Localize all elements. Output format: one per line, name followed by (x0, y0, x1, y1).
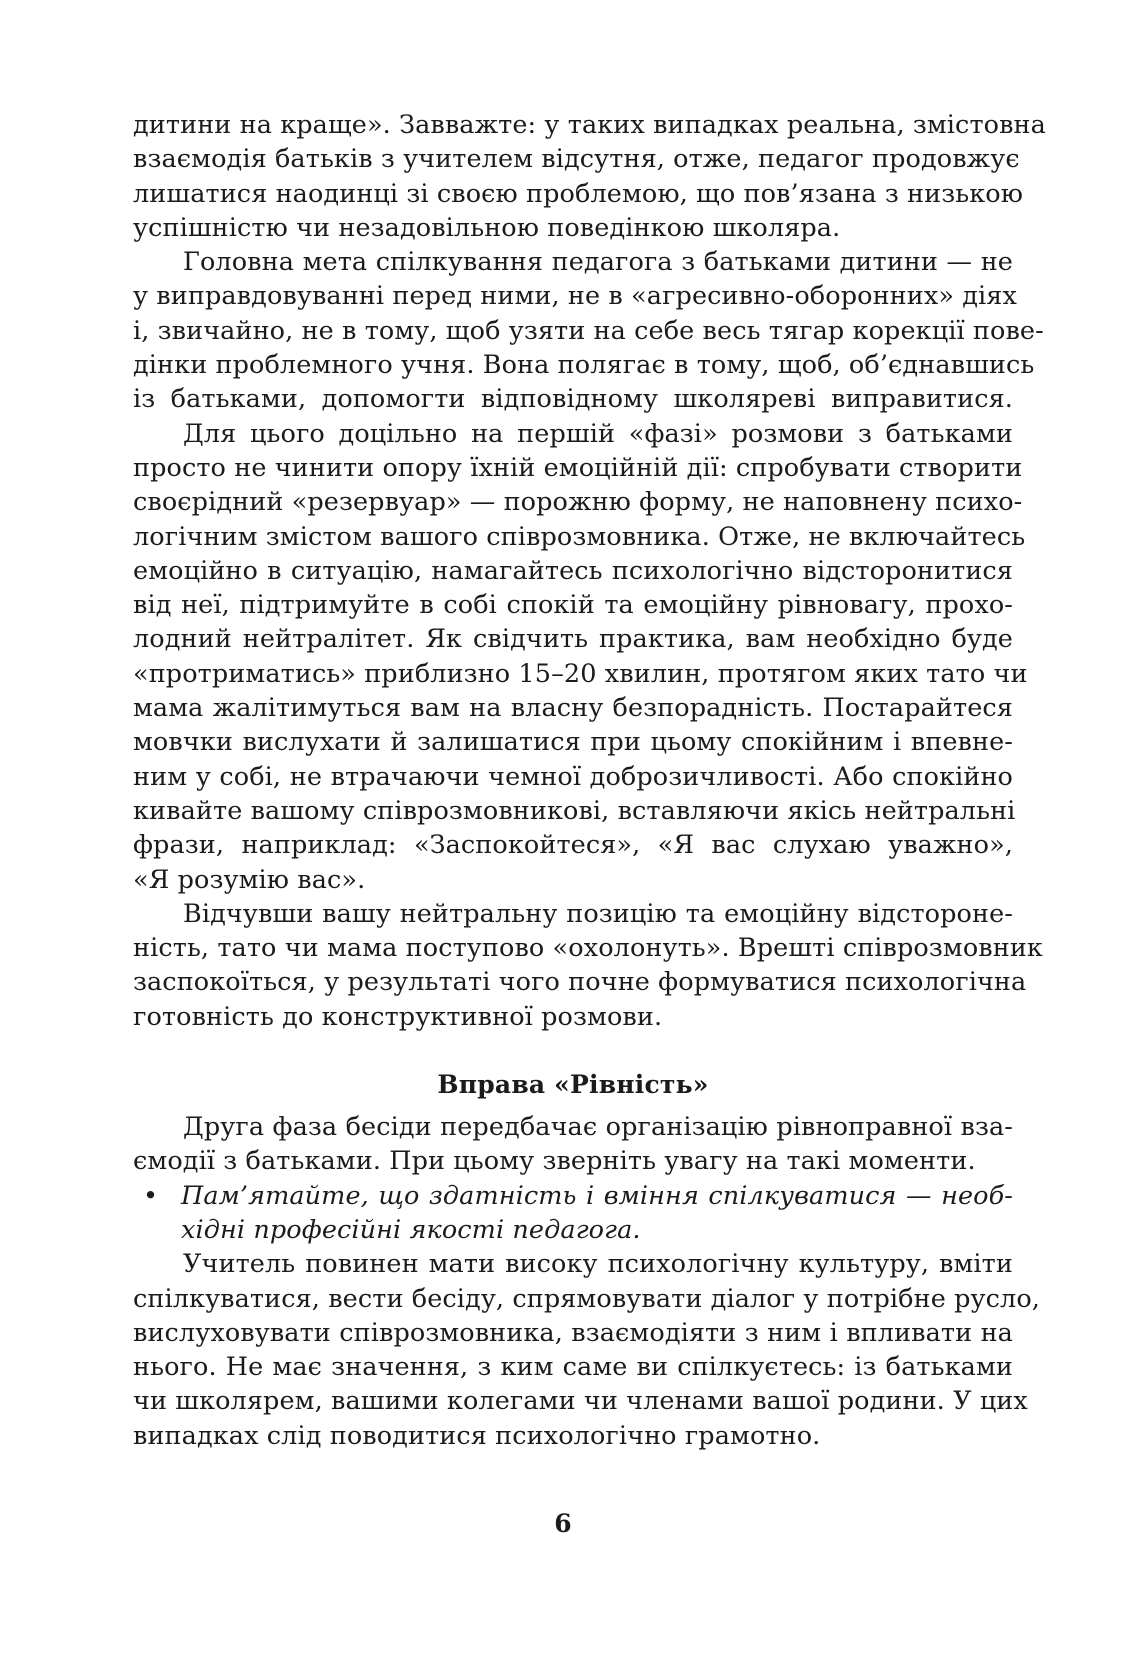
text-line: із батьками, допомогти відповідному школяреві виправитися. (133, 384, 1013, 415)
text-line: ним у собі, не втрачаючи чемної доброзичливості. Або спокійно (133, 761, 1013, 792)
text-line: Для цього доцільно на першій «фазі» розмови з батьками (183, 418, 1013, 449)
text-line: випадках слід поводитися психологічно грамотно. (133, 1420, 821, 1451)
spacer (133, 1034, 1013, 1068)
bullet-item (133, 1179, 1013, 1248)
paragraph (133, 1110, 1013, 1179)
text-line: кивайте вашому співрозмовникові, вставляючи якісь нейтральні (133, 795, 1016, 826)
paragraph (133, 108, 1046, 245)
bullet-marker: • (143, 1180, 159, 1211)
text-line: і, звичайно, не в тому, щоб узяти на себе весь тягар корекції пове- (133, 315, 1044, 346)
page-number: 6 (554, 1509, 572, 1538)
text-line: логічним змістом вашого співрозмовника. Отже, не включайтесь (133, 521, 1026, 552)
text-line: взаємодія батьків з учителем відсутня, отже, педагог продовжує (133, 144, 1020, 175)
paragraph (133, 417, 1028, 897)
paragraph (133, 897, 1043, 1034)
text-line: дитини на краще». Завважте: у таких випадках реальна, змістовна (133, 110, 1046, 140)
text-line: Учитель повинен мати високу психологічну культуру, вміти (183, 1249, 1013, 1280)
text-line: просто не чинити опору їхній емоційній дії: спробувати створити (133, 452, 1023, 483)
text-line: у виправдовуванні перед ними, не в «агресивно-оборонних» діях (133, 281, 1017, 312)
text-line: Головна мета спілкування педагога з батьками дитини — не (183, 247, 1013, 278)
text-line: емоційно в ситуацію, намагайтесь психологічно відсторонитися (133, 555, 1013, 586)
text-line: дінки проблемного учня. Вона полягає в тому, щоб, об’єднавшись (133, 350, 1035, 381)
text-line: заспокоїться, у результаті чого почне формуватися психологічна (133, 967, 1027, 998)
text-line: успішністю чи незадовільною поведінкою школяра. (133, 212, 841, 243)
text-line: лишатися наодинці зі своєю проблемою, що пов’язана з низькою (133, 178, 1024, 209)
text-line: хідні професійні якості педагога. (181, 1214, 641, 1245)
text-line: спілкуватися, вести бесіду, спрямовувати діалог у потрібне русло, (133, 1283, 1040, 1314)
text-line: мама жалітимуться вам на власну безпорадність. Постарайтеся (133, 693, 1013, 724)
text-line: Відчувши вашу нейтральну позицію та емоційну відстороне- (183, 898, 1013, 929)
text-line: чи школярем, вашими колегами чи членами вашої родини. У цих (133, 1386, 1028, 1417)
text-line: Пам’ятайте, що здатність і вміння спілкуватися — необ- (181, 1180, 1013, 1211)
paragraph (133, 1247, 1040, 1453)
text-line: своєрідний «резервуар» — порожню форму, не наповнену психо- (133, 487, 1023, 518)
text-line: вислуховувати співрозмовника, взаємодіяти з ним і впливати на (133, 1317, 1013, 1348)
text-line: «Я розумію вас». (133, 864, 366, 895)
text-line: ємодії з батьками. При цьому зверніть увагу на такі моменти. (133, 1146, 976, 1177)
text-line: «протриматись» приблизно 15–20 хвилин, протягом яких тато чи (133, 658, 1028, 689)
text-line: мовчки вислухати й залишатися при цьому спокійним і впевне- (133, 727, 1013, 758)
text-line: лодний нейтралітет. Як свідчить практика, вам необхідно буде (133, 624, 1013, 655)
text-line: готовність до конструктивної розмови. (133, 1001, 663, 1032)
text-line: Друга фаза бесіди передбачає організацію рівноправної вза- (183, 1112, 1013, 1143)
section-heading: Вправа «Рівність» (437, 1070, 709, 1100)
text-line: ність, тато чи мама поступово «охолонуть». Врешті співрозмовник (133, 933, 1043, 964)
page-body (133, 108, 1046, 1453)
text-line: від неї, підтримуйте в собі спокій та емоційну рівновагу, прохо- (133, 590, 1013, 621)
text-line: нього. Не має значення, з ким саме ви спілкуєтесь: із батьками (133, 1352, 1013, 1383)
text-line: фрази, наприклад: «Заспокойтеся», «Я вас слухаю уважно», (133, 830, 1013, 861)
paragraph (133, 245, 1044, 416)
